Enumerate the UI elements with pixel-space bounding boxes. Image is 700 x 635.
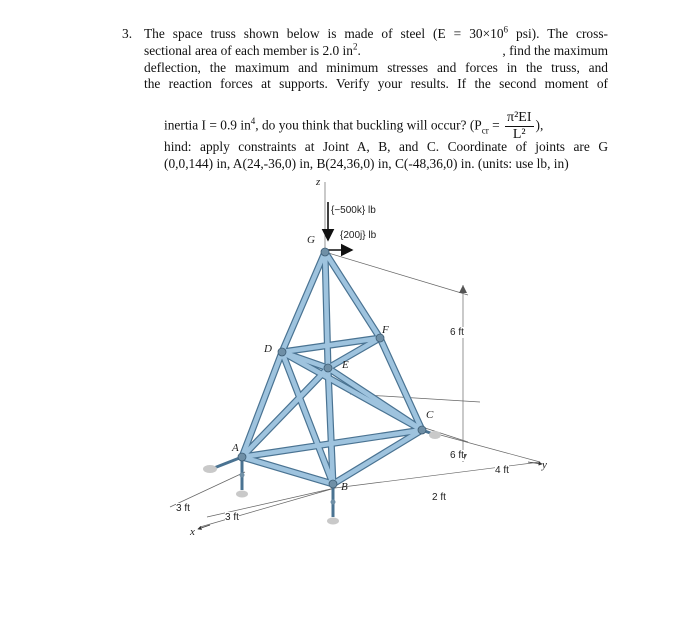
axis-z-label: z xyxy=(316,176,321,188)
joint-B-label: B xyxy=(341,481,348,493)
space-truss-figure xyxy=(150,172,550,552)
problem-number: 3. xyxy=(122,26,133,41)
member-AB xyxy=(242,457,333,484)
dim-2ft: 2 ft xyxy=(432,492,446,503)
joint-C-label: C xyxy=(426,409,434,421)
load-y-label: {200j} lb xyxy=(340,230,377,241)
axis-x-label: x xyxy=(190,526,195,538)
problem-line-1: The space truss shown below is made of steel ($E = 30\times 10^6$ psi). The cross- xyxy=(144,24,608,41)
dim-6ft-lower: 6 ft xyxy=(450,450,464,461)
problem-line-3: deflection, the maximum and minimum stresses and forces in the truss, and xyxy=(144,59,608,75)
joint-G xyxy=(321,248,329,256)
hint-text xyxy=(164,139,608,173)
problem-line-4: the reaction forces at supports. Verify your results. If the second moment of xyxy=(144,76,608,92)
joint-D-label: D xyxy=(264,343,272,355)
problem-paragraph xyxy=(144,26,608,93)
euler-buckling-fraction: $\frac{\text{π²EI}}{\text{L²}}$ xyxy=(507,110,532,143)
load-z-label: {−500k} lb xyxy=(331,205,376,216)
member-GF xyxy=(325,252,380,338)
joint-D xyxy=(278,348,286,356)
axis-y-label: y xyxy=(542,459,547,471)
problem-statement xyxy=(122,26,608,173)
dim-4ft: 4 ft xyxy=(495,465,509,476)
member-GE xyxy=(325,252,328,368)
support-A xyxy=(203,457,248,498)
dim-arrow-top xyxy=(459,285,467,293)
axis-x-line xyxy=(200,488,335,527)
joint-E xyxy=(324,364,332,372)
problem-line-2: sectional area of each member is 2.0 $in^2$. , find the maximum xyxy=(144,41,608,58)
joint-A-label: A xyxy=(232,442,239,454)
joint-B xyxy=(329,480,337,488)
dim-6ft-upper: 6 ft xyxy=(450,327,464,338)
hint-line-2: (0,0,144) in, A(24,-36,0) in, B(24,36,0) in, C(-48,36,0) in. (units: use lb, in) xyxy=(164,155,569,171)
buckling-question: inertia I = 0.9 $in^4$, do you think that buckling will occur? ($P_{cr}$ = $\frac{\text{π²EI}}{\text{L²}}$ ), xyxy=(164,110,544,143)
extension-line-mid xyxy=(422,427,468,442)
hint-line-1: hind: apply constraints at Joint A, B, and C. Coordinate of joints are G xyxy=(164,139,608,155)
joint-F-label: F xyxy=(382,324,389,336)
member-GD xyxy=(282,252,325,352)
dimension-3ft-left xyxy=(170,472,245,507)
dim-3ft-right: 3 ft xyxy=(225,512,239,523)
truss-drawing xyxy=(150,172,550,552)
joint-G-label: G xyxy=(307,234,315,246)
joint-C xyxy=(418,426,426,434)
dim-3ft-left: 3 ft xyxy=(176,503,190,514)
problem-line-2-right: , find the maximum xyxy=(502,42,608,58)
joint-E-label: E xyxy=(342,359,349,371)
joint-A xyxy=(238,453,246,461)
